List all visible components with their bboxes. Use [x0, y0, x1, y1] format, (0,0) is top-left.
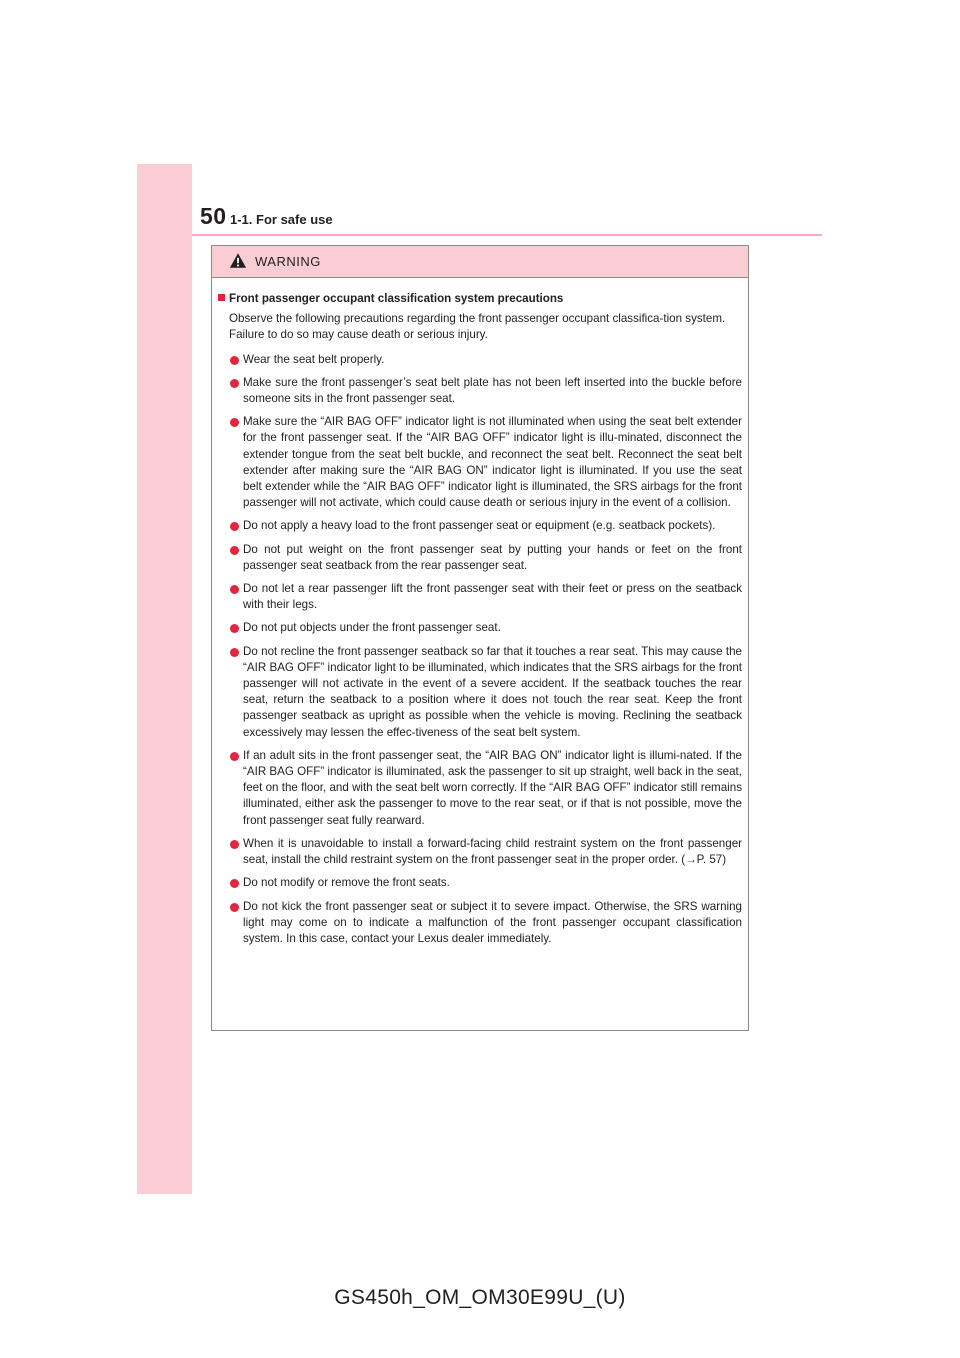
document-code: GS450h_OM_OM30E99U_(U): [334, 1286, 626, 1309]
list-item: [218, 414, 742, 511]
list-item: [218, 748, 742, 829]
round-bullet-icon: [230, 840, 239, 849]
intro-line: Failure to do so may cause death or serious injury.: [229, 328, 488, 342]
warning-title: WARNING: [255, 254, 321, 269]
round-bullet-icon: [230, 379, 239, 388]
list-item: [218, 875, 742, 891]
list-item-text: If an adult sits in the front passenger seat, the “AIR BAG ON” indicator light is illumi-nated. If the “AIR BAG OFF” indicator is illuminated, ask the passenger to sit up straight, well back in the seat, feet on the floor, and with the seat belt worn correctly. If the “AIR BAG OFF” indicator still remains illuminated, either ask the passenger to move to the rear seat, or if that is not possible, move the front passenger seat fully rearward.: [243, 748, 742, 827]
round-bullet-icon: [230, 356, 239, 365]
list-item: [218, 836, 742, 868]
topic-heading: [218, 291, 742, 307]
list-item: [218, 352, 742, 368]
topic-text: Front passenger occupant classification system precautions: [229, 292, 564, 305]
header-divider: [192, 234, 822, 236]
list-item: [218, 542, 742, 574]
round-bullet-icon: [230, 624, 239, 633]
list-item: [218, 375, 742, 407]
round-bullet-icon: [230, 648, 239, 657]
round-bullet-icon: [230, 522, 239, 531]
list-item: [218, 644, 742, 741]
list-item-text: Do not recline the front passenger seatback so far that it touches a rear seat. This may cause the “AIR BAG OFF” indicator light to be illuminated, which indicates that the SRS airbags for the front passenger will not activate in the event of a severe accident. If the seatback touches the rear seat, return the seatback to a position where it does not touch the rear seat. Keep the front passenger seatback as upright as possible when the vehicle is moving. Reclining the seatback excessively may lessen the effec-tiveness of the seat belt system.: [243, 644, 742, 739]
square-bullet-icon: [218, 294, 225, 301]
warning-box: [211, 245, 749, 1031]
round-bullet-icon: [230, 546, 239, 555]
list-item: [218, 518, 742, 534]
round-bullet-icon: [230, 418, 239, 427]
list-item-text: Wear the seat belt properly.: [243, 352, 385, 366]
list-item-text: Do not modify or remove the front seats.: [243, 876, 450, 890]
intro-line: Observe the following precautions regarding the front passenger occupant classifica-tion system.: [229, 312, 726, 326]
round-bullet-icon: [230, 585, 239, 594]
warning-triangle-icon: [229, 252, 247, 269]
list-item: [218, 581, 742, 613]
list-item-text: Make sure the “AIR BAG OFF” indicator light is not illuminated when using the seat belt extender for the front passenger seat. If the “AIR BAG OFF” indicator light is illu-minated, disconnect the extender tongue from the seat belt buckle, and reconnect the seat belt. Reconnect the seat belt extender after making sure the “AIR BAG ON” indicator light is illuminated. If you use the seat belt extender while the “AIR BAG OFF” indicator light is illuminated, the SRS airbags for the front passenger will not activate, which could cause death or serious injury in the event of a collision.: [243, 415, 742, 510]
list-item-text: Do not apply a heavy load to the front passenger seat or equipment (e.g. seatback pockets).: [243, 519, 716, 533]
list-item-text: Do not kick the front passenger seat or subject it to severe impact. Otherwise, the SRS warning light may come on to indicate a malfunction of the front passenger occupant classification system. In this case, contact your Lexus dealer immediately.: [243, 899, 742, 945]
list-item-text: Make sure the front passenger’s seat belt plate has not been left inserted into the buckle before someone sits in the front passenger seat.: [243, 375, 742, 406]
list-item-text: Do not put weight on the front passenger seat by putting your hands or feet on the front passenger seat seatback from the rear passenger seat.: [243, 542, 742, 572]
side-band: [137, 164, 192, 1194]
list-item: [218, 899, 742, 948]
list-item-text: Do not put objects under the front passenger seat.: [243, 621, 501, 635]
warning-header: [212, 246, 748, 278]
list-item-text: When it is unavoidable to install a forward-facing child restraint system on the front passenger seat, install the child restraint system on the front passenger seat in the proper order. (→P. 57): [243, 836, 742, 867]
round-bullet-icon: [230, 903, 239, 912]
list-item-text: Do not let a rear passenger lift the front passenger seat with their feet or press on the seatback with their legs.: [243, 582, 742, 612]
page-number: 50: [200, 203, 227, 229]
list-item: [218, 620, 742, 636]
intro-text: [218, 311, 742, 343]
warning-body: [212, 278, 748, 947]
round-bullet-icon: [230, 752, 239, 761]
section-title: 1-1. For safe use: [230, 212, 333, 227]
round-bullet-icon: [230, 879, 239, 888]
